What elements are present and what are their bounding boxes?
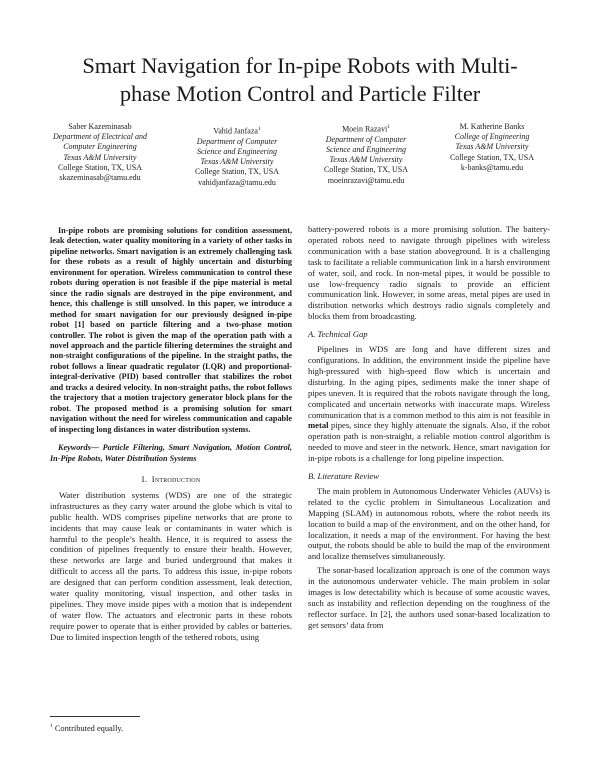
author-dept: Computer Engineering [63, 142, 137, 152]
author-4 [432, 122, 552, 173]
author-univ: Texas A&M University [63, 152, 137, 162]
intro-paragraph-continued: battery-powered robots is a more promising solution. The battery-operated robots need to navigate through pipelines with wireless communication with a base station aboveground. It is a challenging task to facilitate a reliable communication link in a harsh environment of water, soil, and rock. In non-metal pipes, it would be possible to use low-frequency radio signals to provide an efficient communication link. However, in some areas, metal pipes are used in distribution networks which destroys radio signals completely and blocks them from broadcasting. [308, 224, 550, 322]
technical-gap-paragraph: Pipelines in WDS are long and have different sizes and configurations. In addition, the environment inside the pipeline have high-pressured with high-speed flow which is uncertain and disturbing. In the aging pipes, sediments make the inner shape of pipes uneven. It is required that the robots navigate through the long, complicated and uncertain networks with inaccurate maps. Wireless communication that is a common method to this aim is not feasible in metal pipes, since they highly attenuate the signals. Also, if the robot operation path is non-straight, a reliable motion control algorithm is needed to move and steer in the network. Hence, smart navigation for in-pipe robots is a challenge for long pipeline inspection. [308, 344, 550, 464]
section-number: I. [141, 473, 148, 484]
author-dept: Department of Computer [196, 136, 278, 146]
keywords-list: Particle Filtering, Smart Navigation, Motion Control, In-Pipe Robots, Water Distribution Systems [50, 443, 292, 463]
section-heading-introduction [50, 474, 292, 485]
title-line-1: Smart Navigation for In-pipe Robots with Multi- [82, 53, 518, 78]
subsection-heading-technical-gap: A. Technical Gap [308, 329, 368, 340]
author-city: College Station, TX, USA [449, 152, 535, 162]
author-dept: Department of Electrical and [53, 132, 147, 142]
author-3 [306, 122, 426, 186]
author-1 [40, 122, 160, 183]
keywords [50, 443, 292, 464]
author-city: College Station, TX, USA [194, 167, 280, 177]
footnote-text: Contributed equally. [52, 723, 124, 733]
author-dept: Science and Engineering [326, 145, 406, 155]
author-name: M. Katherine Banks [459, 122, 525, 131]
title-line-2: phase Motion Control and Particle Filter [119, 81, 481, 106]
author-dept: Science and Engineering [197, 147, 277, 157]
author-dept: College of Engineering [454, 132, 530, 142]
author-dept: Department of Computer [325, 134, 407, 144]
subsection-heading-literature-review: B. Literature Review [308, 471, 380, 482]
author-univ: Texas A&M University [200, 157, 274, 167]
footnote-rule [50, 716, 140, 717]
abstract: In-pipe robots are promising solutions for condition assessment, leak detection, water quality monitoring in a variety of other tasks in pipeline networks. Smart navigation is an extremely challenging task for these robots as a result of highly uncertain and disturbing environment for operation. Wireless communication to control these robots during operation is not feasible if the pipe material is metal since the radio signals are destroyed in the pipe environment, and hence, this challenge is still unsolved. In this paper, we introduce a method for smart navigation for our previously designed in-pipe robot [1] based on particle filtering and a two-phase motion controller. The robot is given the map of the operation path with a novel approach and the particle filtering determines the straight and non-straight configurations of the pipeline. In the straight paths, the robot follows a linear quadratic regulator (LQR) and proportional-integral-derivative (PID) based controller that stabilizes the robot and tracks a desired velocity. In non-straight paths, the robot follows the trajectory that a motion trajectory generator block plans for the robot. The proposed method is a promising solution for smart navigation without the need for wireless communication and capable of inspecting long distances in water distribution systems. [50, 226, 292, 434]
author-email: skazeminasab@tamu.edu [59, 173, 141, 183]
keywords-label: Keywords— [58, 443, 99, 453]
author-email: vahidjanfaza@tamu.edu [198, 177, 276, 187]
author-email: moeinrazavi@tamu.edu [327, 175, 405, 185]
author-univ: Texas A&M University [455, 142, 529, 152]
footnote [50, 721, 123, 734]
intro-paragraph: Water distribution systems (WDS) are one of the strategic infrastructures as they carry water around the globe which is vital to public health. WDS comprises pipeline networks that are prone to incidents that may cause leak or contaminants in water which is harmful to the people’s health. Hence, it is required to assess the condition of pipelines frequently to ensure their health. However, these networks are large and buried underground that makes it difficult to access all the parts. To address this issue, in-pipe robots are designed that can perform condition assessment, leak detection, water quality monitoring, visual inspection, and other tasks in pipelines. They move inside pipes with a motion that is independent of water flow. The actuators and electronic parts in these robots require power to operate that is either provided by cables or batteries. Due to limited inspection length of the tethered robots, using [50, 489, 292, 642]
author-block [40, 122, 560, 192]
right-column [308, 224, 550, 631]
author-2 [177, 124, 297, 188]
author-univ: Texas A&M University [329, 155, 403, 165]
paper-title [40, 52, 560, 108]
author-email: k-banks@tamu.edu [460, 162, 524, 172]
footnote-mark: 1 [50, 723, 53, 729]
emphasis-metal: metal [308, 420, 329, 431]
author-footnote-mark: 1 [257, 126, 261, 132]
literature-paragraph-1: The main problem in Autonomous Underwater Vehicles (AUVs) is related to the cyclic problem in Simultaneous Localization and Mapping (SLAM) in autonomous robots, where the robot needs its location to build a map of the environment, and on the other hand, for localization, it needs a map of the environment. For having the best output, the robots should be able to build the map of the environment and localize themselves simultaneously. [308, 485, 550, 562]
author-name: Vahid Janfaza [213, 126, 258, 136]
author-city: College Station, TX, USA [323, 165, 409, 175]
author-city: College Station, TX, USA [57, 162, 143, 172]
left-column [50, 226, 292, 643]
author-footnote-mark: 1 [387, 124, 390, 130]
section-title: Introduction [151, 473, 201, 484]
literature-paragraph-2: The sonar-based localization approach is one of the common ways in the autonomous underwater vehicle. The main problem in solar images is low detectability which is because of some acoustic waves, such as instability and reflection depending on the roughness of the reflector surface. In [2], the authors used sonar-based localization to get sensors’ data from [308, 565, 550, 630]
author-name: Saber Kazeminasab [68, 122, 132, 131]
author-name: Moein Razavi [342, 124, 388, 134]
